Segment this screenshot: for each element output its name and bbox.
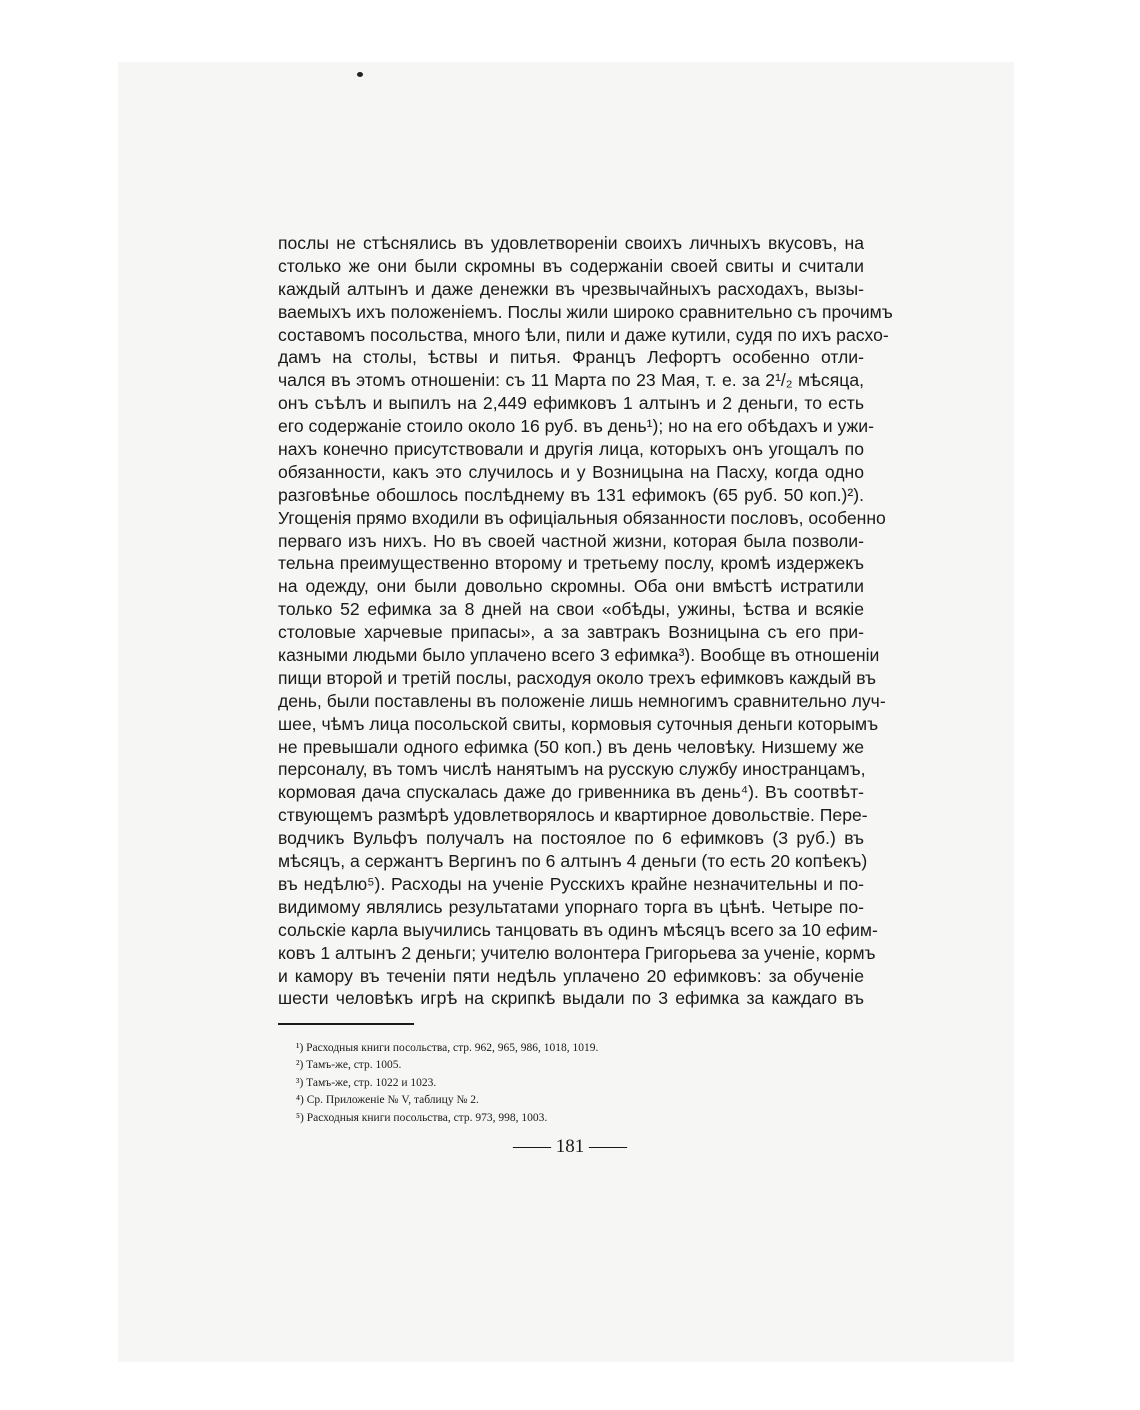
text-line: обязанности, какъ это случилось и у Возницына на Пасху, когда одно bbox=[278, 461, 864, 482]
text-line: дамъ на столы, ѣствы и питья. Францъ Лефортъ особенно отли- bbox=[278, 347, 864, 368]
text-line: перваго изъ нихъ. Но въ своей частной жизни, которая была позволи- bbox=[278, 530, 864, 551]
text-line: составомъ посольства, много ѣли, пили и даже кутили, судя по ихъ расхо- bbox=[278, 324, 889, 345]
footnote: ⁴) Ср. Приложеніе № V, таблицу № 2. bbox=[296, 1094, 479, 1107]
text-line: шее, чѣмъ лица посольской свиты, кормовыя суточныя деньги которымъ bbox=[278, 713, 879, 734]
text-line: и камору въ теченіи пяти недѣль уплачено 20 ефимковъ: за обученіе bbox=[278, 965, 864, 986]
text-line: на одежду, они были довольно скромны. Оба они вмѣстѣ истратили bbox=[278, 576, 864, 597]
footnote: ²) Тамъ-же, стр. 1005. bbox=[296, 1059, 402, 1072]
page-number: —— 181 —— bbox=[513, 1136, 627, 1157]
text-line: не превышали одного ефимка (50 коп.) въ день человѣку. Низшему же bbox=[278, 736, 864, 757]
text-line: казными людьми было уплачено всего 3 ефимка³). Вообще въ отношеніи bbox=[278, 645, 880, 666]
text-line: персоналу, въ томъ числѣ нанятымъ на русскую службу иностранцамъ, bbox=[278, 759, 866, 780]
text-line: каждый алтынъ и даже денежки въ чрезвычайныхъ расходахъ, вызы- bbox=[278, 278, 864, 299]
text-line: его содержаніе стоило около 16 руб. въ день¹); но на его обѣдахъ и ужи- bbox=[278, 416, 874, 437]
text-line: пищи второй и третій послы, расходуя около трехъ ефимковъ каждый въ bbox=[278, 667, 876, 688]
text-line: видимому являлись результатами упорнаго торга въ цѣнѣ. Четыре по- bbox=[278, 896, 864, 917]
text-line: онъ съѣлъ и выпилъ на 2,449 ефимковъ 1 алтынъ и 2 деньги, то есть bbox=[278, 393, 864, 414]
text-line: столовые харчевые припасы», а за завтракъ Возницына съ его при- bbox=[278, 622, 864, 643]
footnote: ¹) Расходныя книги посольства, стр. 962, 965, 986, 1018, 1019. bbox=[296, 1042, 599, 1054]
text-line: нахъ конечно присутствовали и другія лица, которыхъ онъ угощалъ по bbox=[278, 439, 864, 460]
text-line: чался въ этомъ отношеніи: съ 11 Марта по 23 Мая, т. е. за 2¹/₂ мѣсяца, bbox=[278, 370, 864, 391]
text-line: въ недѣлю⁵). Расходы на ученіе Русскихъ крайне незначительны и по- bbox=[278, 873, 864, 894]
main-text bbox=[278, 232, 893, 1010]
text-line: послы не стѣснялись въ удовлетвореніи своихъ личныхъ вкусовъ, на bbox=[278, 233, 864, 253]
ink-speck bbox=[357, 72, 363, 77]
text-line: только 52 ефимка за 8 дней на свои «обѣды, ужины, ѣства и всякіе bbox=[278, 599, 864, 620]
text-line: разговѣнье обошлось послѣднему въ 131 ефимокъ (65 руб. 50 коп.)²). bbox=[278, 484, 864, 505]
text-line: водчикъ Вульфъ получалъ на постоялое по 6 ефимковъ (3 руб.) въ bbox=[278, 828, 864, 849]
footnote: ⁵) Расходныя книги посольства, стр. 973, 998, 1003. bbox=[296, 1111, 548, 1124]
text-line: ковъ 1 алтынъ 2 деньги; учителю волонтера Григорьева за ученіе, кормъ bbox=[278, 942, 876, 963]
text-line: мѣсяцъ, а сержантъ Вергинъ по 6 алтынъ 4 деньги (то есть 20 копѣекъ) bbox=[278, 851, 868, 872]
text-line: столько же они были скромны въ содержаніи своей свиты и считали bbox=[278, 255, 864, 276]
text-line: сольскіе карла выучились танцовать въ одинъ мѣсяцъ всего за 10 ефим- bbox=[278, 919, 878, 940]
text-line: ваемыхъ ихъ положеніемъ. Послы жили широко сравнительно съ прочимъ bbox=[278, 301, 893, 322]
footnotes bbox=[296, 1040, 598, 1127]
text-line: тельна преимущественно второму и третьему послу, кромѣ издержекъ bbox=[278, 553, 864, 574]
text-line: Угощенія прямо входили въ офиціальныя обязанности пословъ, особенно bbox=[278, 507, 886, 528]
text-line: кормовая дача спускалась даже до гривенника въ день⁴). Въ соотвѣт- bbox=[278, 782, 864, 803]
text-line: ствующемъ размѣрѣ удовлетворялось и квартирное довольствіе. Пере- bbox=[278, 805, 868, 826]
text-line: день, были поставлены въ положеніе лишь немногимъ сравнительно луч- bbox=[278, 690, 886, 711]
footnote: ³) Тамъ-же, стр. 1022 и 1023. bbox=[296, 1076, 437, 1089]
text-line: шести человѣкъ игрѣ на скрипкѣ выдали по 3 ефимка за каждаго въ bbox=[278, 988, 864, 1009]
footnote-divider bbox=[278, 1023, 414, 1025]
